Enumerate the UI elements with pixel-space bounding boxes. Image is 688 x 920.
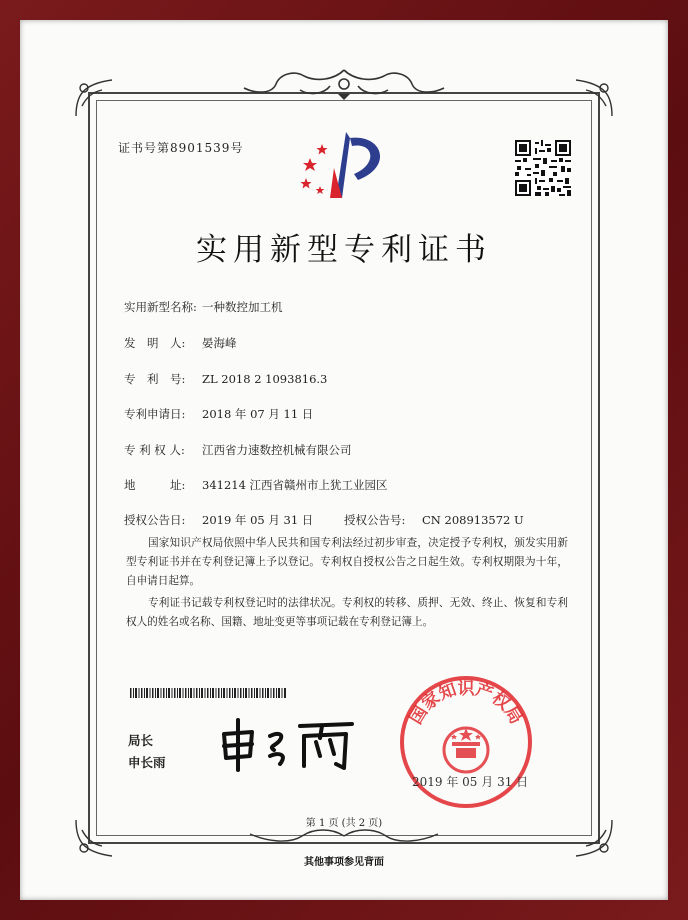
field-label: 发 明 人: — [124, 336, 186, 350]
field-label: 地 址: — [124, 478, 186, 492]
field-value: 江西省力速数控机械有限公司 — [202, 443, 352, 457]
field-label: 授权公告号: — [344, 513, 406, 527]
field-label: 专 利 号: — [124, 372, 186, 386]
corner-ornament-icon — [72, 76, 116, 120]
grant-paragraph: 国家知识产权局依照中华人民共和国专利法经过初步审查，决定授予专利权，颁发实用新型专利证书并在专利登记簿上予以登记。专利权自授权公告之日起生效。专利权期限为十年，自申请日起算。 — [126, 537, 568, 587]
svg-text:国家知识产权局 — [406, 679, 526, 728]
bottom-ornament-icon — [244, 826, 444, 846]
field-filing-date — [124, 406, 313, 422]
field-value: 一种数控加工机 — [202, 300, 283, 314]
field-grant-number — [344, 512, 524, 528]
qr-code-icon — [515, 140, 571, 196]
page-number: 第 1 页 (共 2 页) — [305, 818, 383, 829]
field-label: 实用新型名称: — [124, 300, 197, 314]
signature-icon — [218, 716, 358, 774]
field-value: 341214 江西省赣州市上犹工业园区 — [202, 478, 388, 492]
field-address — [124, 477, 388, 493]
seal-date: 2019 年 05 月 31 日 — [412, 775, 529, 789]
certificate-number: 证书号第8901539号 — [118, 141, 244, 155]
field-value: ZL 2018 2 1093816.3 — [202, 372, 328, 386]
field-label: 专利申请日: — [124, 407, 186, 421]
barcode-icon — [130, 688, 286, 698]
patent-office-logo-icon — [298, 128, 392, 204]
field-value: CN 208913572 U — [422, 513, 524, 527]
field-utility-model-name — [124, 299, 283, 315]
field-label: 授权公告日: — [124, 513, 186, 527]
field-label: 专 利 权 人: — [124, 443, 185, 457]
certificate-title: 实用新型专利证书 — [196, 232, 492, 268]
field-patent-number — [124, 371, 327, 387]
field-grant-date — [124, 512, 313, 528]
official-seal-icon — [396, 672, 536, 812]
field-value: 2019 年 05 月 31 日 — [202, 513, 314, 527]
signatory-name: 申长雨 — [128, 755, 166, 770]
top-ornament-icon — [234, 64, 454, 104]
field-value: 晏海峰 — [202, 336, 237, 350]
field-patentee — [124, 442, 352, 458]
field-inventor — [124, 335, 237, 351]
field-value: 2018 年 07 月 11 日 — [202, 407, 314, 421]
legal-status-paragraph: 专利证书记载专利权登记时的法律状况。专利权的转移、质押、无效、终止、恢复和专利权人的姓名或名称、国籍、地址变更等事项记载在专利登记簿上。 — [126, 597, 568, 628]
seal-text: 国家知识产权局 — [406, 679, 526, 728]
signatory-title: 局长 — [128, 733, 154, 748]
corner-ornament-icon — [572, 76, 616, 120]
footer-note: 其他事项参见背面 — [304, 857, 384, 868]
